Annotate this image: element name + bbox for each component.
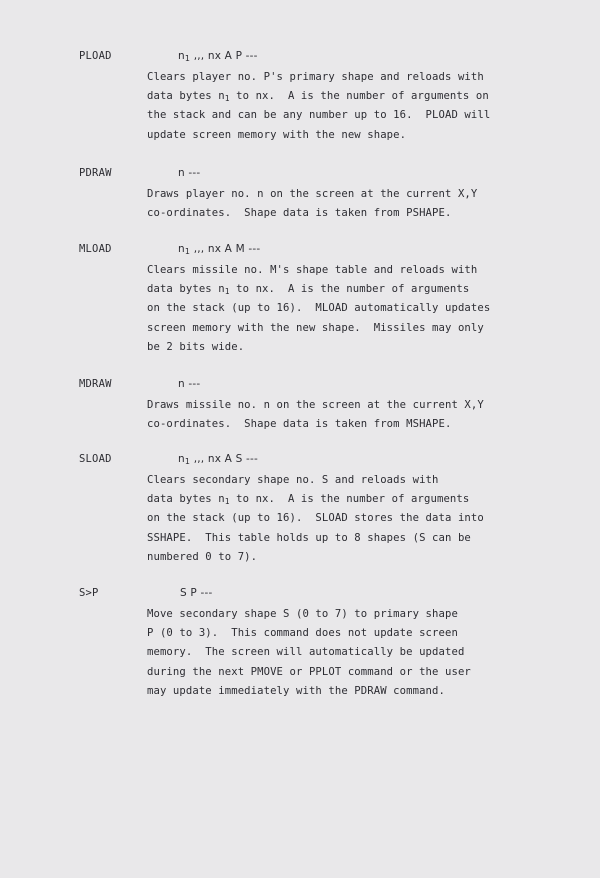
- stack-signature: $n_1$ ,,, nx A P ---: [178, 50, 258, 63]
- stack-signature: n ---: [178, 378, 201, 390]
- description-line: memory. The screen will automatically be updated: [147, 646, 465, 659]
- description-line: Draws missile no. n on the screen at the current X,Y: [147, 399, 484, 411]
- description-line: Clears secondary shape no. S and reloads with: [147, 474, 439, 486]
- command-description: [147, 261, 490, 357]
- command-description: [147, 396, 484, 434]
- description-line: screen memory with the new shape. Missiles may only: [147, 321, 484, 334]
- command-name: MDRAW: [79, 378, 112, 390]
- description-line: update screen memory with the new shape.: [147, 128, 407, 141]
- description-line: data bytes $n_1$ to nx. A is the number of arguments: [147, 283, 470, 297]
- description-line: data bytes $n_1$ to nx. A is the number of arguments: [147, 493, 470, 507]
- command-name: PLOAD: [79, 50, 112, 62]
- description-line: Clears missile no. M's shape table and reloads with: [147, 264, 478, 276]
- stack-signature: n ---: [178, 167, 201, 179]
- command-name: MLOAD: [79, 243, 112, 255]
- command-description: [147, 471, 484, 567]
- description-line: SSHAPE. This table holds up to 8 shapes (S can be: [147, 531, 471, 544]
- command-name: PDRAW: [79, 167, 112, 179]
- description-line: co-ordinates. Shape data is taken from PSHAPE.: [147, 207, 452, 220]
- description-line: P (0 to 3). This command does not update screen: [147, 627, 458, 640]
- description-line: during the next PMOVE or PPLOT command or the user: [147, 665, 471, 678]
- description-line: numbered 0 to 7).: [147, 550, 258, 563]
- description-line: Clears player no. P's primary shape and reloads with: [147, 71, 484, 83]
- command-name: S>P: [79, 587, 99, 599]
- description-line: co-ordinates. Shape data is taken from MSHAPE.: [147, 418, 452, 431]
- description-line: Move secondary shape S (0 to 7) to primary shape: [147, 608, 458, 620]
- command-description: [147, 68, 490, 145]
- description-line: on the stack (up to 16). SLOAD stores the data into: [147, 512, 484, 525]
- description-line: Draws player no. n on the screen at the current X,Y: [147, 188, 478, 200]
- description-line: on the stack (up to 16). MLOAD automatically updates: [147, 302, 491, 315]
- command-description: [147, 185, 477, 223]
- stack-signature: S P ---: [180, 587, 213, 599]
- command-description: [147, 605, 471, 701]
- command-name: SLOAD: [79, 453, 112, 465]
- stack-signature: $n_1$ ,,, nx A S ---: [178, 453, 258, 466]
- stack-signature: $n_1$ ,,, nx A M ---: [178, 243, 261, 256]
- description-line: may update immediately with the PDRAW command.: [147, 684, 445, 697]
- description-line: be 2 bits wide.: [147, 340, 245, 353]
- description-line: the stack and can be any number up to 16. PLOAD will: [147, 109, 491, 122]
- description-line: data bytes $n_1$ to nx. A is the number of arguments on: [147, 90, 489, 104]
